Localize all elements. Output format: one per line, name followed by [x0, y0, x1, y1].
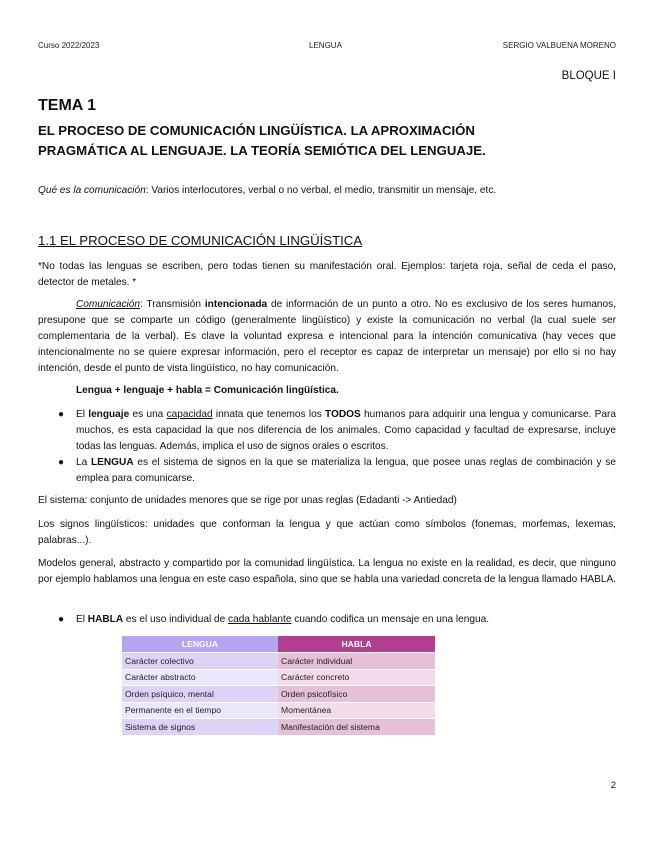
bullet-lengua — [76, 455, 616, 487]
table-body — [122, 653, 435, 735]
table-row — [122, 653, 435, 670]
page-title: TEMA 1 — [38, 97, 97, 114]
habla-bold: HABLA — [87, 614, 124, 625]
table-row — [122, 686, 435, 703]
lengua-cell: Orden psíquico, mental — [122, 686, 278, 703]
intro-term: Qué es la comunicación — [38, 185, 146, 196]
habla-post: cuando codifica un mensaje en una lengua. — [291, 614, 490, 625]
lenguaje-bold: lenguaje — [88, 409, 130, 420]
table-header-lengua: LENGUA — [122, 636, 278, 653]
subtitle-line-1: EL PROCESO DE COMUNICACIÓN LINGÜÍSTICA. LA APROXIMACIÓN — [38, 123, 475, 138]
lengua-cell: Carácter abstracto — [122, 669, 278, 686]
lengua-post: es el sistema de signos en la que se materializa la lengua, que posee unas reglas de combinación y se emplea para comunicarse. — [76, 457, 616, 484]
habla-cell: Momentánea — [278, 702, 435, 719]
lengua-habla-table — [122, 636, 435, 735]
lengua-cell: Sistema de signos — [122, 719, 278, 735]
lenguaje-post: humanos para adquirir una lengua y comunicarse. Para muchos, es esta capacidad la que nos diferencia de los animales. Como capacidad y facultad de expresarse, incluye todas las lenguas. Además, implica el uso de signos orales o escritos. — [76, 409, 616, 452]
lenguaje-mid: es una — [129, 409, 167, 420]
formula: Lengua + lenguaje + habla = Comunicación lingüística. — [76, 385, 339, 396]
lengua-cell: Permanente en el tiempo — [122, 702, 278, 719]
bullet-marker: ● — [58, 457, 65, 468]
signos-paragraph: Los signos lingüísticos: unidades que conforman la lengua y que actúan como símbolos (fonemas, morfemas, lexemas, palabras...). — [38, 519, 616, 546]
page-subtitle — [38, 121, 598, 161]
page-number: 2 — [610, 780, 616, 791]
habla-cell: Carácter individual — [278, 653, 435, 670]
lenguaje-mid2: innata que tenemos los — [212, 409, 326, 420]
modelos-paragraph: Modelos general, abstracto y compartido por la comunidad lingüística. La lengua no existe en la realidad, es decir, que ninguno por ejemplo hablamos una lengua en este caso española, sino que se habla una variedad concreta de la lengua llamado HABLA. — [38, 558, 616, 585]
comunicacion-text-2: de información de un punto a otro. No es exclusivo de los seres humanos, presupone que se comparte un código (generalmente lingüístico) y existe la comunicación no verbal (la cual suele ser complementaria de la verbal). Es clave la voluntad expresa e intencional para la intención comunicativa (hay veces que intencionalmente no se quiere expresar información, pero el receptor es capaz de interpretar un mensaje) por ello si no hay intención, desde el punto de vista lingüístico, no hay comunicación. — [38, 299, 617, 374]
lenguaje-underlined: capacidad — [166, 409, 213, 420]
comunicacion-term: Comunicación — [76, 299, 140, 310]
comunicacion-text-1: : Transmisión — [139, 299, 205, 310]
table-header-row — [122, 636, 435, 653]
sistema-paragraph: El sistema: conjunto de unidades menores que se rige por unas reglas (Edadanti -> Antiedad) — [38, 495, 457, 506]
table-row — [122, 702, 435, 719]
habla-cell: Manifestación del sistema — [278, 719, 435, 735]
habla-mid: es el uso individual de — [123, 614, 229, 625]
lenguaje-bold2: TODOS — [325, 409, 361, 420]
header-course: Curso 2022/2023 — [38, 41, 100, 50]
lengua-pre: La — [76, 457, 91, 468]
lengua-cell: Carácter colectivo — [122, 653, 278, 670]
table-header-habla: HABLA — [278, 636, 435, 653]
header-author: SERGIO VALBUENA MORENO — [502, 41, 616, 50]
comunicacion-bold: intencionada — [204, 299, 268, 310]
header-subject: LENGUA — [309, 41, 342, 50]
habla-underlined: cada hablante — [228, 614, 292, 625]
habla-cell: Carácter concreto — [278, 669, 435, 686]
comunicacion-paragraph — [38, 297, 616, 377]
lenguaje-pre: El — [76, 409, 89, 420]
section-heading: 1.1 EL PROCESO DE COMUNICACIÓN LINGÜÍSTICA — [38, 233, 363, 248]
bullet-marker: ● — [58, 409, 65, 420]
note-paragraph: *No todas las lenguas se escriben, pero todas tienen su manifestación oral. Ejemplos: tarjeta roja, señal de ceda el paso, detector de metales. * — [38, 261, 616, 288]
bullet-lenguaje — [76, 407, 616, 455]
bullet-marker: ● — [58, 614, 65, 625]
table-row — [122, 719, 435, 735]
table-row — [122, 669, 435, 686]
intro-text: : Varios interlocutores, verbal o no verbal, el medio, transmitir un mensaje, etc. — [145, 185, 497, 196]
bullet-habla — [76, 612, 616, 628]
habla-cell: Orden psicofísico — [278, 686, 435, 703]
lengua-bold: LENGUA — [90, 457, 134, 468]
subtitle-line-2: PRAGMÁTICA AL LENGUAJE. LA TEORÍA SEMIÓTICA DEL LENGUAJE. — [38, 143, 486, 158]
habla-pre: El — [76, 614, 88, 625]
intro-paragraph — [38, 183, 618, 199]
block-label: BLOQUE I — [561, 70, 616, 82]
